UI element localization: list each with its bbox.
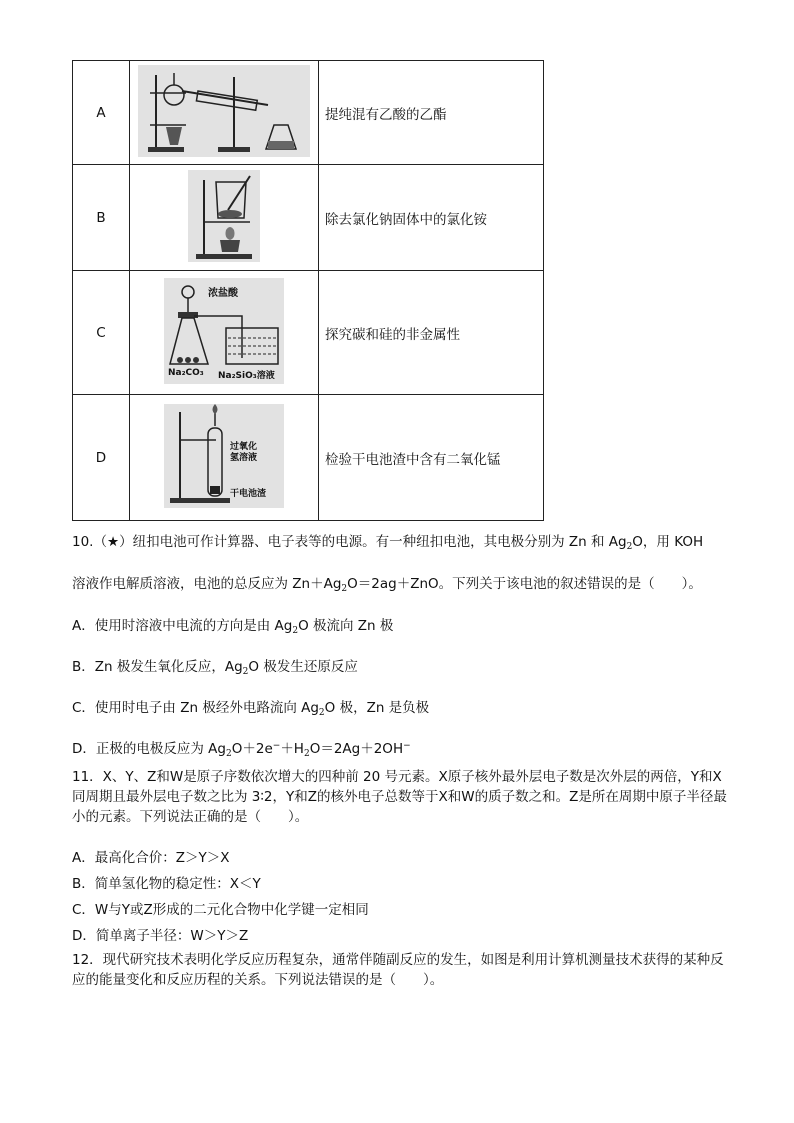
option-row-c — [73, 271, 544, 395]
option-row-d — [73, 395, 544, 521]
q12-stem: 12．现代研究技术表明化学反应历程复杂，通常伴随副反应的发生，如图是利用计算机测量技术获得的某种反应的能量变化和反应历程的关系。下列说法错误的是（ ）。 — [72, 952, 724, 988]
figure-cell — [130, 271, 319, 395]
carbon-silicon-apparatus-figure — [164, 278, 284, 384]
option-text: 探究碳和硅的非金属性 — [319, 271, 544, 395]
q10-option-a: A．使用时溶液中电流的方向是由 $Ag_2O$ 极流向 Zn 极 — [72, 618, 394, 636]
figure-cell — [130, 165, 319, 271]
option-label: D — [73, 395, 130, 521]
q11-option-c: C．W与Y或Z形成的二元化合物中化学键一定相同 — [72, 902, 369, 918]
q10-option-d: D．正极的电极反应为 $Ag_2O+2e^-+H_2O=2Ag+2OH^-$ — [72, 741, 411, 759]
distillation-apparatus-figure — [138, 65, 310, 157]
label-h2o2: 过氧化 氢溶液 — [230, 441, 258, 463]
q10-option-b: B．Zn 极发生氧化反应，$Ag_2O$ 极发生还原反应 — [72, 659, 358, 677]
label-conc-hcl: 浓盐酸 — [208, 287, 238, 299]
option-row-b — [73, 165, 544, 271]
q10-stem-line2: 溶液作电解质溶液，电池的总反应为 $Zn+Ag_2O=2ag+ZnO$。下列关于该电池的叙述错误的是（ ）。 — [72, 576, 702, 594]
option-text: 除去氯化钠固体中的氯化铵 — [319, 165, 544, 271]
mno2-test-apparatus-figure — [164, 404, 284, 508]
option-label: C — [73, 271, 130, 395]
option-label: B — [73, 165, 130, 271]
q11-option-a: A．最高化合价：Z＞Y＞X — [72, 850, 230, 866]
label-na2co3: Na₂CO₃ — [168, 367, 204, 378]
q11-option-b: B．简单氢化物的稳定性：X＜Y — [72, 876, 261, 892]
q11-stem: 11．X、Y、Z和W是原子序数依次增大的四种前 20 号元素。X原子核外最外层电子数是次外层的两倍，Y和X同周期且最外层电子数之比为 3∶2，Y和Z的核外电子总数等于X和W的质子数之和。Z是所在周期中原子半径最小的元素。下列说法正确的是（ ）。 — [72, 769, 727, 825]
figure-cell — [130, 395, 319, 521]
option-text: 检验干电池渣中含有二氧化锰 — [319, 395, 544, 521]
q10-stem-line1: 10.（★）纽扣电池可作计算器、电子表等的电源。有一种纽扣电池，其电极分别为 Zn 和 $Ag_2O$，用 KOH — [72, 534, 704, 552]
label-na2sio3: Na₂SiO₃溶液 — [218, 370, 275, 381]
option-row-a — [73, 61, 544, 165]
options-table — [72, 60, 544, 521]
option-label: A — [73, 61, 130, 165]
q10-option-c: C．使用时电子由 Zn 极经外电路流向 $Ag_2O$ 极，Zn 是负极 — [72, 700, 430, 718]
label-battery-residue: 干电池渣 — [230, 488, 267, 499]
figure-cell — [130, 61, 319, 165]
q11-option-d: D．简单离子半径：W＞Y＞Z — [72, 928, 249, 944]
option-text: 提纯混有乙酸的乙酯 — [319, 61, 544, 165]
sublimation-apparatus-figure — [188, 170, 260, 262]
